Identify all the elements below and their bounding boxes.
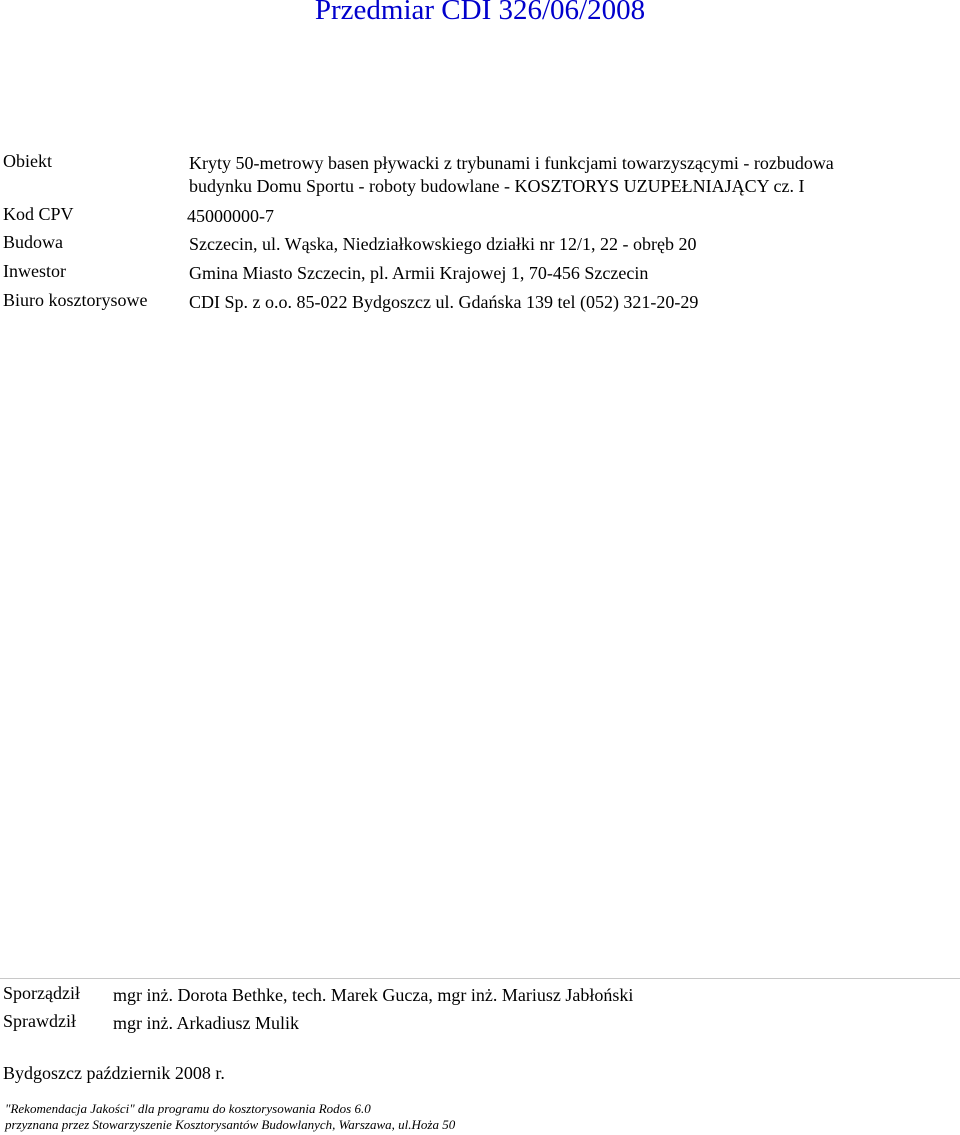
separator-line — [0, 978, 960, 979]
document-title: Przedmiar CDI 326/06/2008 — [314, 0, 646, 26]
signature-value-sporzadzil: mgr inż. Dorota Bethke, tech. Marek Gucza, mgr inż. Mariusz Jabłoński — [113, 985, 634, 1005]
field-value-budowa: Szczecin, ul. Wąska, Niedziałkowskiego działki nr 12/1, 22 - obręb 20 — [189, 234, 697, 254]
place-date: Bydgoszcz październik 2008 r. — [3, 1063, 225, 1083]
field-value-kod-cpv: 45000000-7 — [187, 206, 274, 226]
field-value-obiekt-line1: Kryty 50-metrowy basen pływacki z trybunami i funkcjami towarzyszącymi - rozbudowa — [189, 153, 834, 173]
signature-label-sporzadzil: Sporządził — [3, 983, 80, 1003]
field-label-obiekt: Obiekt — [3, 151, 52, 171]
field-value-obiekt-line2: budynku Domu Sportu - roboty budowlane - KOSZTORYS UZUPEŁNIAJĄCY cz. I — [189, 176, 805, 196]
field-label-inwestor: Inwestor — [3, 261, 66, 281]
footer-recommendation-line1: "Rekomendacja Jakości" dla programu do kosztorysowania Rodos 6.0 — [5, 1101, 371, 1116]
field-label-kod-cpv: Kod CPV — [3, 204, 74, 224]
field-label-biuro-kosztorysowe: Biuro kosztorysowe — [3, 290, 148, 310]
footer-recommendation-line2: przyznana przez Stowarzyszenie Kosztorysantów Budowlanych, Warszawa, ul.Hoża 50 — [5, 1117, 456, 1132]
field-value-inwestor: Gmina Miasto Szczecin, pl. Armii Krajowej 1, 70-456 Szczecin — [189, 263, 649, 283]
signature-value-sprawdzil: mgr inż. Arkadiusz Mulik — [113, 1013, 299, 1033]
field-value-biuro-kosztorysowe: CDI Sp. z o.o. 85-022 Bydgoszcz ul. Gdańska 139 tel (052) 321-20-29 — [189, 292, 699, 312]
field-label-budowa: Budowa — [3, 232, 63, 252]
signature-label-sprawdzil: Sprawdził — [3, 1011, 76, 1031]
